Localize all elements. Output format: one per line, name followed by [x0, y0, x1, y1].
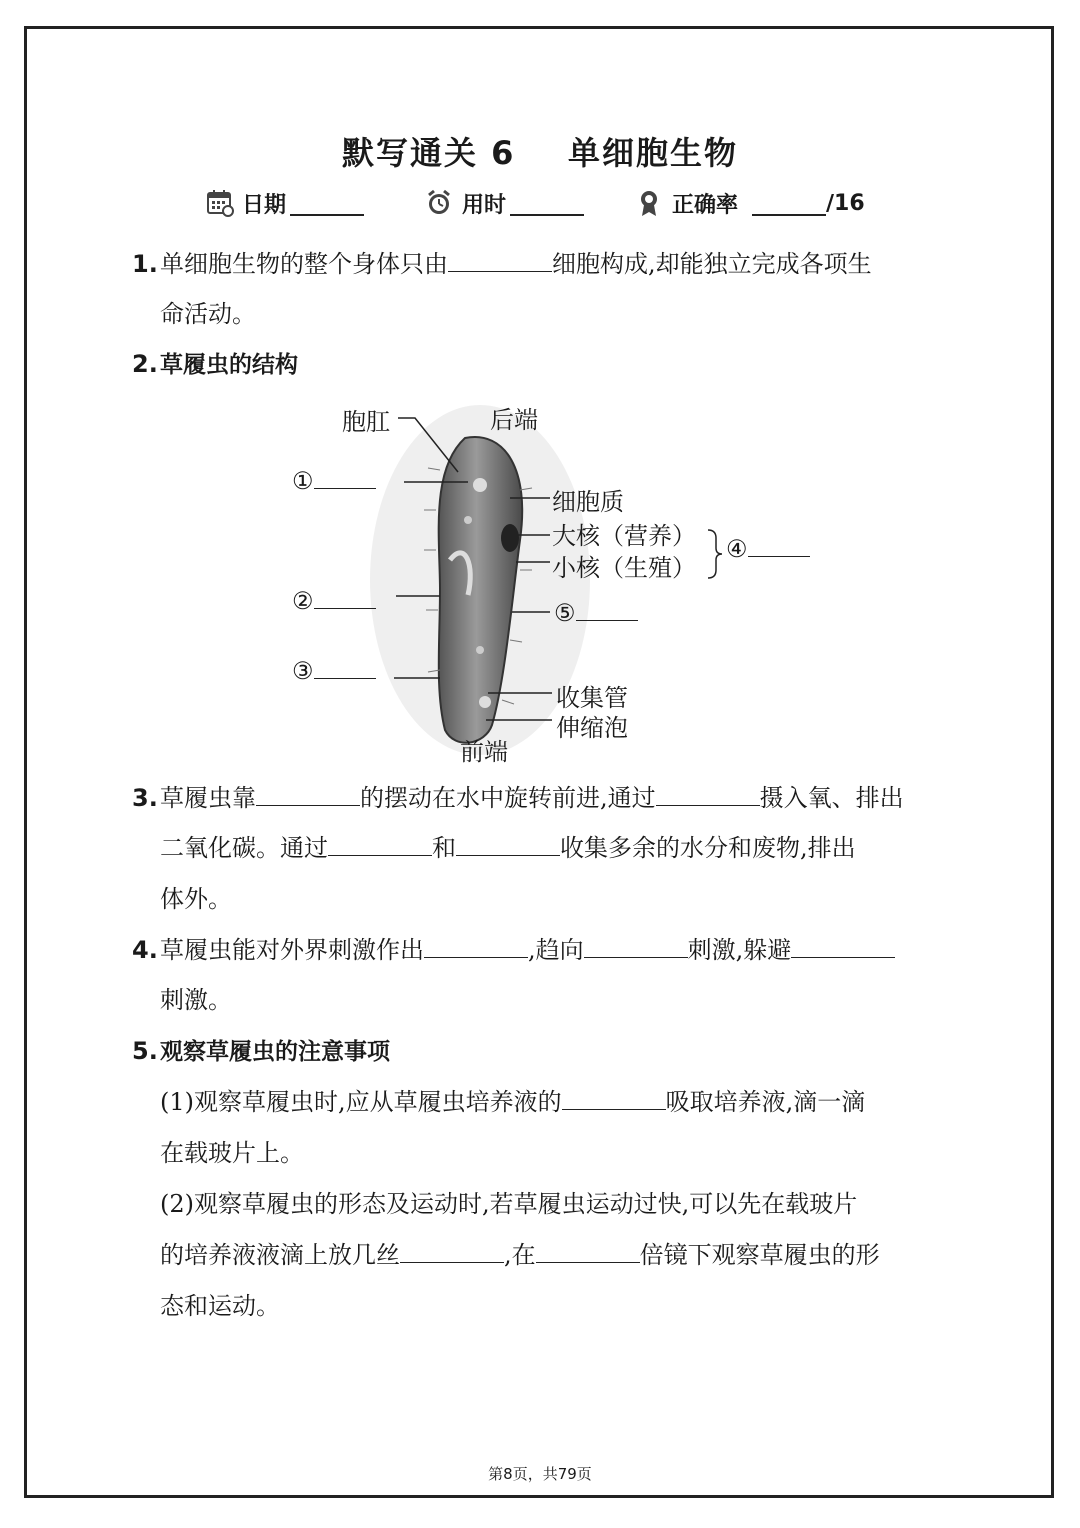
- blank-label-3: ③: [292, 656, 376, 685]
- label-contractile-vacuole: 伸缩泡: [556, 714, 628, 742]
- blank-label-4: ④: [726, 534, 810, 563]
- answer-blank[interactable]: [562, 1083, 666, 1110]
- date-field: [206, 184, 364, 222]
- time-blank[interactable]: [510, 190, 584, 216]
- answer-blank[interactable]: [314, 586, 376, 609]
- question-4-line-1: 4. 草履虫能对外界刺激作出 ,趋向 刺激,躲避: [160, 930, 960, 970]
- label-micronucleus: 小核（生殖）: [552, 554, 696, 582]
- question-5-1-line-2: 在载玻片上。: [160, 1139, 304, 1167]
- question-5-2-line-1: (2)观察草履虫的形态及运动时,若草履虫运动过快,可以先在载玻片: [160, 1190, 858, 1218]
- calendar-icon: [206, 188, 234, 218]
- accuracy-field: [636, 184, 865, 222]
- date-blank[interactable]: [290, 190, 364, 216]
- question-heading: 观察草履虫的注意事项: [160, 1039, 390, 1065]
- question-1-line-2: 命活动。: [160, 300, 256, 328]
- answer-blank[interactable]: [328, 829, 432, 856]
- label-cytoplasm: 细胞质: [552, 488, 624, 516]
- page-title: 默写通关 6 单细胞生物: [342, 134, 738, 172]
- question-number: 3.: [132, 784, 158, 812]
- question-heading: 草履虫的结构: [160, 352, 298, 378]
- question-5-1-line-1: (1)观察草履虫时,应从草履虫培养液的 吸取培养液,滴一滴: [160, 1082, 960, 1122]
- answer-blank[interactable]: [748, 534, 810, 557]
- answer-blank[interactable]: [448, 245, 552, 272]
- question-number: 1.: [132, 250, 158, 278]
- answer-blank[interactable]: [400, 1236, 504, 1263]
- blank-label-5: ⑤: [554, 598, 638, 627]
- question-5-heading: [132, 1031, 960, 1072]
- question-number: 4.: [132, 936, 158, 964]
- accuracy-blank[interactable]: [752, 190, 826, 216]
- question-4-line-2: 刺激。: [160, 986, 232, 1014]
- accuracy-label: 正确率: [672, 192, 739, 218]
- label-front-end: 前端: [460, 738, 508, 766]
- question-2-heading: [132, 344, 960, 385]
- alarm-clock-icon: [426, 188, 454, 218]
- date-label: 日期: [242, 192, 287, 218]
- label-anus-pore: 胞肛: [342, 408, 390, 436]
- blank-label-1: ①: [292, 466, 376, 495]
- accuracy-total: ∕16: [826, 190, 865, 216]
- question-5-2-line-2: 的培养液液滴上放几丝 ,在 倍镜下观察草履虫的形: [160, 1235, 960, 1275]
- label-rear-end: 后端: [490, 406, 538, 434]
- question-3-line-3: 体外。: [160, 885, 232, 913]
- answer-blank[interactable]: [576, 598, 638, 621]
- question-3-line-2: 二氧化碳。通过 和 收集多余的水分和废物,排出: [160, 828, 960, 868]
- answer-blank[interactable]: [314, 466, 376, 489]
- label-collecting-canal: 收集管: [556, 684, 628, 712]
- answer-blank[interactable]: [256, 779, 360, 806]
- answer-blank[interactable]: [791, 931, 895, 958]
- time-label: 用时: [462, 192, 507, 218]
- blank-label-2: ②: [292, 586, 376, 615]
- answer-blank[interactable]: [536, 1236, 640, 1263]
- question-text: 单细胞生物的整个身体只由: [160, 250, 448, 278]
- answer-blank[interactable]: [314, 656, 376, 679]
- question-1-line-1: [132, 244, 960, 284]
- question-5-2-line-3: 态和运动。: [160, 1292, 280, 1320]
- question-number: 5.: [132, 1037, 158, 1065]
- label-macronucleus: 大核（营养）: [552, 522, 696, 550]
- award-ribbon-icon: [636, 188, 664, 218]
- answer-blank[interactable]: [656, 779, 760, 806]
- page-number: 第8页，共79页: [488, 1465, 592, 1483]
- question-3-line-1: 3. 草履虫靠 的摆动在水中旋转前进,通过 摄入氧、排出: [160, 778, 960, 818]
- answer-blank[interactable]: [584, 931, 688, 958]
- question-number: 2.: [132, 350, 158, 378]
- question-text: 细胞构成,却能独立完成各项生: [552, 250, 872, 278]
- answer-blank[interactable]: [456, 829, 560, 856]
- answer-blank[interactable]: [424, 931, 528, 958]
- paramecium-diagram: [280, 390, 840, 770]
- time-field: [426, 184, 584, 222]
